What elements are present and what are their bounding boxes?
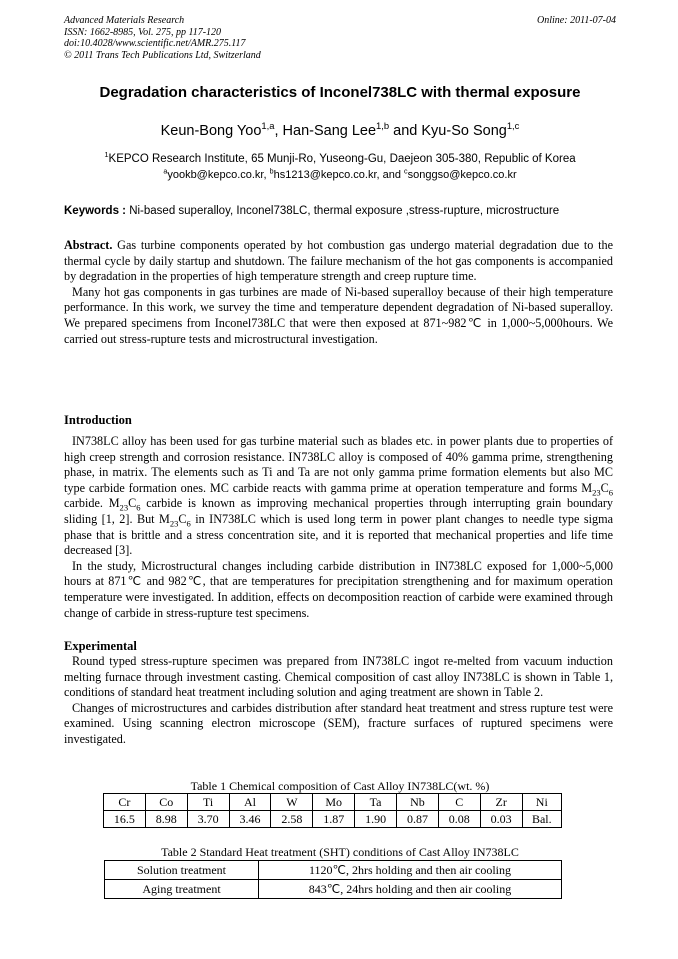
introduction-paragraph: In the study, Microstructural changes including carbide distribution in IN738LC exposed for 1,000~5,000 hours at 871℃ and 982℃, that are temperatures for precipitation strengthening and for maximum operation temperature were investigated. In addition, effects on decomposition reaction of carbide were examined through change of carbide in stress-rupture test specimens.	[64, 558, 613, 620]
subscript: 23	[592, 487, 601, 498]
table-cell: 2.58	[271, 811, 313, 828]
text-run: C	[600, 480, 609, 495]
abstract-label: Abstract.	[64, 238, 113, 252]
text-run: carbide is known as improving mechanical properties through interrupting grain boundary sliding [1, 2]. But M	[64, 496, 614, 526]
author-list	[64, 122, 616, 140]
table-cell: 16.5	[104, 811, 146, 828]
journal-info	[64, 15, 261, 61]
experimental-paragraph: Changes of microstructures and carbides distribution after standard heat treatment and stress rupture test were examined. Using scanning electron microscope (SEM), fracture surfaces of ruptured specimens were investigated.	[64, 700, 613, 746]
table-cell: 3.70	[187, 811, 229, 828]
table-cell: C	[438, 794, 480, 811]
email-mark: a	[163, 167, 168, 176]
subscript: 6	[608, 487, 613, 498]
text-run: in IN738LC which is used long term in power plant changes to needle type sigma phase that is brittle and a stress concentration site, and it is reported that mechanical properties and life time decreased [3].	[64, 511, 614, 558]
table-cell: 1.90	[355, 811, 397, 828]
keywords	[64, 203, 624, 219]
experimental-body	[64, 654, 613, 748]
section-heading-experimental: Experimental	[64, 639, 137, 653]
section-heading-introduction: Introduction	[64, 413, 132, 427]
introduction-body	[64, 434, 613, 621]
table-header-row	[104, 794, 562, 811]
keywords-text: Ni-based superalloy, Inconel738LC, thermal exposure ,stress-rupture, microstructure	[126, 205, 560, 217]
subscript: 23	[169, 518, 179, 529]
introduction-paragraph	[64, 434, 613, 559]
table-cell: 3.46	[229, 811, 271, 828]
subscript: 6	[136, 502, 141, 513]
author-separator: ,	[274, 123, 283, 139]
table-row	[104, 811, 562, 828]
abstract	[64, 238, 613, 347]
author-name: Keun-Bong Yoo	[160, 123, 262, 139]
email-address: hs1213@kepco.co.kr	[273, 169, 377, 181]
journal-copyright: © 2011 Trans Tech Publications Ltd, Switzerland	[64, 49, 261, 61]
online-date: Online: 2011-07-04	[537, 15, 616, 26]
email-mark: b	[269, 167, 274, 176]
table-cell: Aging treatment	[105, 880, 259, 899]
table-row	[105, 880, 562, 899]
author-name: Han-Sang Lee	[282, 123, 377, 139]
table-cell: Zr	[480, 794, 522, 811]
table-cell: Ta	[355, 794, 397, 811]
journal-issn: ISSN: 1662-8985, Vol. 275, pp 117-120	[64, 26, 222, 38]
email-mark: c	[404, 167, 408, 176]
subscript: 6	[186, 518, 191, 529]
table-cell: Al	[229, 794, 271, 811]
author-affil-mark: 1,b	[376, 120, 390, 132]
abstract-text: Gas turbine components operated by hot combustion gas undergo material degradation due to the thermal cycle by daily startup and shutdown. The failure mechanism of the hot gas components is accompanied by degradation in the properties of high temperature strength and creep rupture time.	[64, 238, 613, 284]
table-cell: Cr	[104, 794, 146, 811]
text-run: C	[128, 496, 137, 511]
table-row	[105, 861, 562, 880]
affiliation-text: KEPCO Research Institute, 65 Munji-Ro, Yuseong-Gu, Daejeon 305-380, Republic of Korea	[108, 153, 576, 165]
text-run: C	[178, 511, 187, 526]
table2-heat-treatment	[104, 860, 562, 899]
email-address: yookb@kepco.co.kr	[167, 169, 264, 181]
affiliation	[64, 150, 616, 168]
email-address: songgso@kepco.co.kr	[407, 169, 517, 181]
author-affil-mark: 1,a	[261, 120, 275, 132]
table-cell: Co	[145, 794, 187, 811]
table-cell: Bal.	[522, 811, 561, 828]
table-cell: Solution treatment	[105, 861, 259, 880]
email-separator: , and	[376, 169, 405, 181]
table-cell: Ni	[522, 794, 561, 811]
abstract-paragraph: Many hot gas components in gas turbines are made of Ni-based superalloy because of their high temperature performance. In this work, we survey the time and temperature dependent degradation of Ni-based superalloy. We prepared specimens from Inconel738LC that were then exposed at 871~982℃ in 1,000~5,000hours. We carried out stress-rupture tests and microstructural investigation.	[64, 284, 613, 346]
author-emails	[64, 167, 616, 183]
table-cell: 0.87	[397, 811, 439, 828]
table-cell: 0.03	[480, 811, 522, 828]
table-cell: 0.08	[438, 811, 480, 828]
journal-doi: doi:10.4028/www.scientific.net/AMR.275.117	[64, 38, 246, 49]
table1-caption: Table 1 Chemical composition of Cast Alloy IN738LC(wt. %)	[190, 779, 490, 793]
text-run: carbide. M	[64, 496, 120, 511]
affiliation-mark: 1	[104, 150, 109, 160]
table2-caption: Table 2 Standard Heat treatment (SHT) conditions of Cast Alloy IN738LC	[161, 845, 519, 859]
table-cell: Mo	[313, 794, 355, 811]
table-cell: W	[271, 794, 313, 811]
keywords-label: Keywords :	[64, 205, 126, 217]
subscript: 23	[119, 502, 129, 513]
table1-chemical-composition	[103, 793, 562, 828]
table-cell: 1120℃, 2hrs holding and then air cooling	[259, 861, 562, 880]
table-cell: 1.87	[313, 811, 355, 828]
email-separator: ,	[263, 169, 270, 181]
author-affil-mark: 1,c	[506, 120, 520, 132]
journal-name: Advanced Materials Research	[64, 15, 185, 26]
table-cell: 843℃, 24hrs holding and then air cooling	[259, 880, 562, 899]
table-cell: Ti	[187, 794, 229, 811]
author-name: Kyu-So Song	[421, 123, 507, 139]
abstract-paragraph	[64, 238, 613, 285]
author-separator: and	[389, 123, 422, 139]
paper-title: Degradation characteristics of Inconel738LC with thermal exposure	[99, 84, 581, 101]
table-cell: 8.98	[145, 811, 187, 828]
experimental-paragraph: Round typed stress-rupture specimen was prepared from IN738LC ingot re-melted from vacuum induction melting furnace through investment casting. Chemical composition of cast alloy IN738LC is shown in Table 1, conditions of standard heat treatment including solution and aging treatment are shown in Table 2.	[64, 654, 613, 700]
table-cell: Nb	[397, 794, 439, 811]
text-run: IN738LC alloy has been used for gas turbine material such as blades etc. in power plants due to properties of high creep strength and corrosion resistance. IN738LC alloy is composed of 40% gamma prime, strengthening phase, in matrix. The elements such as Ti and Ta are not only gamma prime formation elements but also MC type carbide formation ones. MC carbide reacts with gamma prime at operation temperature and forms M	[64, 434, 613, 495]
